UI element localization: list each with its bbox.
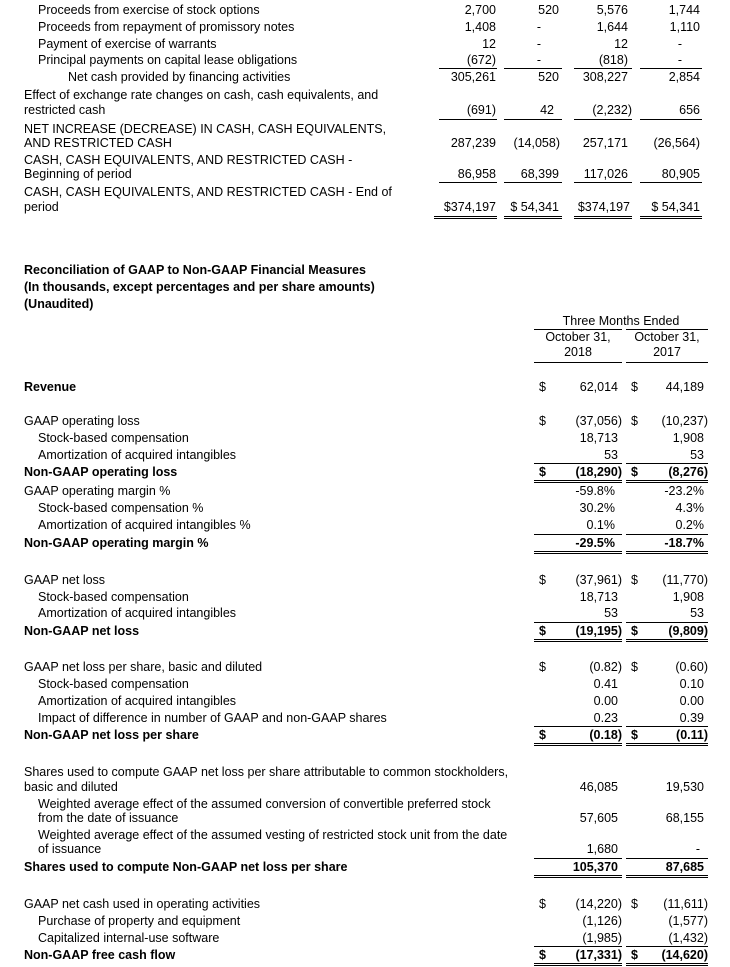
value-2018: 0.1% xyxy=(586,518,615,532)
revenue-2018: 62,014 xyxy=(579,380,618,394)
row-label-total: Non-GAAP net loss xyxy=(24,624,140,638)
value-2017: (8,276) xyxy=(668,465,708,479)
value-2017: (0.11) xyxy=(676,728,708,742)
value-2017: (11,770) xyxy=(662,573,708,587)
value-2017: 53 xyxy=(690,448,704,462)
value-2017: 4.3% xyxy=(675,501,704,515)
value-2017: 0.10 xyxy=(679,677,704,691)
cf-value: 520 xyxy=(538,3,559,17)
double-rule xyxy=(534,965,622,966)
value-2018: 30.2% xyxy=(579,501,615,515)
value-2018: 53 xyxy=(604,606,618,620)
value-2017: (1,577) xyxy=(668,914,708,928)
double-rule xyxy=(640,216,702,217)
dollar-sign: $ xyxy=(631,728,638,742)
double-rule xyxy=(626,877,708,878)
value-2018: (1,126) xyxy=(582,914,622,928)
value-2017: 1,908 xyxy=(672,590,704,604)
cf-value: - xyxy=(536,37,541,51)
value-2018: 57,605 xyxy=(579,811,618,825)
double-rule xyxy=(626,551,708,552)
value-2017: (14,620) xyxy=(661,948,708,962)
double-rule xyxy=(534,553,622,554)
double-rule xyxy=(626,743,708,744)
value-2018: (19,195) xyxy=(575,624,622,638)
value-2018: 0.23 xyxy=(593,711,618,725)
cf-row-label: CASH, CASH EQUIVALENTS, AND RESTRICTED CASH - xyxy=(24,153,353,167)
dollar-sign: $ xyxy=(631,948,638,962)
rule xyxy=(504,182,562,183)
cf-value: - xyxy=(677,37,682,51)
value-2017: 0.2% xyxy=(675,518,704,532)
cf-value: - xyxy=(677,53,682,67)
cf-row-label: restricted cash xyxy=(24,103,106,117)
cf-value: 1,408 xyxy=(464,20,496,34)
value-2018: (37,961) xyxy=(575,573,622,587)
dollar-sign: $ xyxy=(539,660,546,674)
cf-value: - xyxy=(536,20,541,34)
value-2017: 68,155 xyxy=(665,811,704,825)
row-label: basic and diluted xyxy=(24,780,118,794)
cf-value: - xyxy=(536,53,541,67)
cf-row-label: AND RESTRICTED CASH xyxy=(24,136,172,150)
cf-row-label: Payment of exercise of warrants xyxy=(38,37,217,51)
value-2018: (1,985) xyxy=(582,931,622,945)
double-rule xyxy=(504,218,562,219)
cf-value: 80,905 xyxy=(661,167,700,181)
value-2018: 1,680 xyxy=(586,842,618,856)
rule xyxy=(574,119,632,120)
cf-value: 2,854 xyxy=(668,70,700,84)
value-2018: 46,085 xyxy=(579,780,618,794)
double-rule xyxy=(534,745,622,746)
double-rule xyxy=(504,216,562,217)
cf-value: 5,576 xyxy=(596,3,628,17)
double-rule xyxy=(574,218,632,219)
cf-value: (672) xyxy=(466,53,496,67)
double-rule xyxy=(640,218,702,219)
value-2017: -18.7% xyxy=(664,536,704,550)
value-2017: 19,530 xyxy=(665,780,704,794)
double-rule xyxy=(626,965,708,966)
cf-row-label: Effect of exchange rate changes on cash, cash equivalents, and xyxy=(24,88,379,102)
value-2018: (17,331) xyxy=(575,948,622,962)
rule xyxy=(640,119,702,120)
row-label: Stock-based compensation xyxy=(38,590,189,604)
value-2017: (9,809) xyxy=(668,624,708,638)
double-rule xyxy=(534,875,622,876)
rule xyxy=(574,182,632,183)
double-rule xyxy=(534,480,622,481)
rule xyxy=(504,119,562,120)
row-label: GAAP operating margin % xyxy=(24,484,171,498)
dollar-sign: $ xyxy=(631,573,638,587)
double-rule xyxy=(626,553,708,554)
value-2018: (18,290) xyxy=(575,465,622,479)
cf-row-label: CASH, CASH EQUIVALENTS, AND RESTRICTED CASH - End of xyxy=(24,185,392,199)
value-2017: 87,685 xyxy=(665,860,704,874)
cf-value: (691) xyxy=(466,103,496,117)
period-header: Three Months Ended xyxy=(562,314,680,328)
rule xyxy=(640,182,702,183)
value-2018: (37,056) xyxy=(575,414,622,428)
recon-title: Reconciliation of GAAP to Non-GAAP Financial Measures xyxy=(24,263,366,277)
row-label: GAAP net cash used in operating activities xyxy=(24,897,261,911)
cf-value: 42 xyxy=(540,103,554,117)
cf-value: 68,399 xyxy=(520,167,559,181)
double-rule xyxy=(626,480,708,481)
cf-value: 1,110 xyxy=(669,20,700,34)
double-rule xyxy=(626,641,708,642)
cf-value: 308,227 xyxy=(582,70,628,84)
value-2017: 0.39 xyxy=(679,711,704,725)
header-rule xyxy=(534,362,622,363)
row-label-total: Non-GAAP free cash flow xyxy=(24,948,176,962)
row-label-total: Non-GAAP operating loss xyxy=(24,465,178,479)
revenue-label: Revenue xyxy=(24,380,77,394)
row-label-total: Shares used to compute Non-GAAP net loss per share xyxy=(24,860,348,874)
dollar-sign: $ xyxy=(539,897,546,911)
recon-unaudited: (Unaudited) xyxy=(24,297,94,311)
double-rule xyxy=(626,639,708,640)
double-rule xyxy=(534,877,622,878)
cf-value: 520 xyxy=(538,70,559,84)
value-2018: 0.00 xyxy=(593,694,618,708)
double-rule xyxy=(434,218,497,219)
double-rule xyxy=(534,641,622,642)
row-label: Purchase of property and equipment xyxy=(38,914,241,928)
value-2017: - xyxy=(695,842,700,856)
rule xyxy=(439,119,497,120)
value-2018: 18,713 xyxy=(579,590,618,604)
value-2018: 18,713 xyxy=(579,431,618,445)
cf-value: 1,644 xyxy=(596,20,628,34)
row-label: of issuance xyxy=(38,842,102,856)
cf-row-label: NET INCREASE (DECREASE) IN CASH, CASH EQUIVALENTS, xyxy=(24,122,387,136)
header-rule xyxy=(626,362,708,363)
double-rule xyxy=(626,963,708,964)
dollar-sign: $ xyxy=(631,624,638,638)
dollar-sign: $ xyxy=(539,948,546,962)
dollar-sign: $ xyxy=(631,414,638,428)
dollar-sign: $ xyxy=(631,465,638,479)
value-2017: 53 xyxy=(690,606,704,620)
row-label: Stock-based compensation % xyxy=(38,501,204,515)
row-label: GAAP operating loss xyxy=(24,414,140,428)
row-label: Weighted average effect of the assumed conversion of convertible preferred stock xyxy=(38,797,491,811)
row-label: GAAP net loss per share, basic and diluted xyxy=(24,660,263,674)
col-header-2017: October 31, xyxy=(634,330,700,344)
value-2017: 0.00 xyxy=(679,694,704,708)
cf-value: 117,026 xyxy=(583,167,628,181)
row-label: Shares used to compute GAAP net loss per share attributable to common stockholders, xyxy=(24,765,509,779)
col-header-2018: October 31, xyxy=(545,330,611,344)
cf-value: $ 54,341 xyxy=(510,200,559,214)
cf-value: $ 54,341 xyxy=(651,200,700,214)
value-2017: 1,908 xyxy=(672,431,704,445)
cf-value: 305,261 xyxy=(450,70,496,84)
dollar-sign: $ xyxy=(631,897,638,911)
cf-value: 86,958 xyxy=(457,167,496,181)
double-rule xyxy=(534,963,622,964)
double-rule xyxy=(574,216,632,217)
cf-value: 12 xyxy=(482,37,496,51)
cf-row-label: Principal payments on capital lease obligations xyxy=(38,53,298,67)
value-2018: (0.82) xyxy=(589,660,622,674)
recon-subtitle: (In thousands, except percentages and per share amounts) xyxy=(24,280,375,294)
dollar-sign: $ xyxy=(539,624,546,638)
cf-value: (26,564) xyxy=(653,136,700,150)
cf-value: $374,197 xyxy=(577,200,630,214)
value-2018: (14,220) xyxy=(575,897,622,911)
cf-value: 1,744 xyxy=(668,3,700,17)
cf-value: (2,232) xyxy=(592,103,632,117)
value-2017: -23.2% xyxy=(664,484,704,498)
double-rule xyxy=(626,875,708,876)
cf-value: 257,171 xyxy=(582,136,628,150)
value-2017: (11,611) xyxy=(663,897,708,911)
row-label: Amortization of acquired intangibles xyxy=(38,448,237,462)
cf-row-label: period xyxy=(24,200,59,214)
value-2018: 53 xyxy=(604,448,618,462)
dollar-sign: $ xyxy=(539,728,546,742)
value-2017: (1,432) xyxy=(668,931,708,945)
cf-row-label: Proceeds from repayment of promissory notes xyxy=(38,20,295,34)
row-label: from the date of issuance xyxy=(38,811,179,825)
cf-value: 12 xyxy=(614,37,628,51)
value-2018: 0.41 xyxy=(593,677,618,691)
cf-row-label: Proceeds from exercise of stock options xyxy=(38,3,260,17)
value-2018: -59.8% xyxy=(575,484,615,498)
dollar-sign: $ xyxy=(631,660,638,674)
dollar-sign: $ xyxy=(631,380,638,394)
row-label: GAAP net loss xyxy=(24,573,106,587)
rule xyxy=(439,182,497,183)
row-label: Impact of difference in number of GAAP and non-GAAP shares xyxy=(38,711,387,725)
double-rule xyxy=(534,743,622,744)
col-header-2018-year: 2018 xyxy=(564,345,592,359)
cf-row-label: Beginning of period xyxy=(24,167,132,181)
cf-value: 2,700 xyxy=(464,3,496,17)
dollar-sign: $ xyxy=(539,380,546,394)
row-label: Weighted average effect of the assumed vesting of restricted stock unit from the date xyxy=(38,828,508,842)
dollar-sign: $ xyxy=(539,465,546,479)
value-2017: (0.60) xyxy=(675,660,708,674)
col-header-2017-year: 2017 xyxy=(653,345,681,359)
double-rule xyxy=(626,745,708,746)
row-label: Amortization of acquired intangibles xyxy=(38,606,237,620)
dollar-sign: $ xyxy=(539,573,546,587)
row-label-total: Non-GAAP net loss per share xyxy=(24,728,199,742)
value-2018: 105,370 xyxy=(572,860,618,874)
row-label: Amortization of acquired intangibles % xyxy=(38,518,251,532)
cf-value: (14,058) xyxy=(513,136,560,150)
cf-row-label: Net cash provided by financing activities xyxy=(68,70,291,84)
value-2018: -29.5% xyxy=(575,536,615,550)
cf-value: 287,239 xyxy=(450,136,496,150)
row-label: Amortization of acquired intangibles xyxy=(38,694,237,708)
row-label-total: Non-GAAP operating margin % xyxy=(24,536,209,550)
row-label: Capitalized internal-use software xyxy=(38,931,220,945)
value-2018: (0.18) xyxy=(589,728,622,742)
cf-value: (818) xyxy=(598,53,628,67)
double-rule xyxy=(434,216,497,217)
row-label: Stock-based compensation xyxy=(38,677,189,691)
cf-value: 656 xyxy=(679,103,700,117)
cf-value: $374,197 xyxy=(443,200,496,214)
dollar-sign: $ xyxy=(539,414,546,428)
revenue-2017: 44,189 xyxy=(665,380,704,394)
double-rule xyxy=(534,551,622,552)
value-2017: (10,237) xyxy=(661,414,708,428)
double-rule xyxy=(534,639,622,640)
row-label: Stock-based compensation xyxy=(38,431,189,445)
